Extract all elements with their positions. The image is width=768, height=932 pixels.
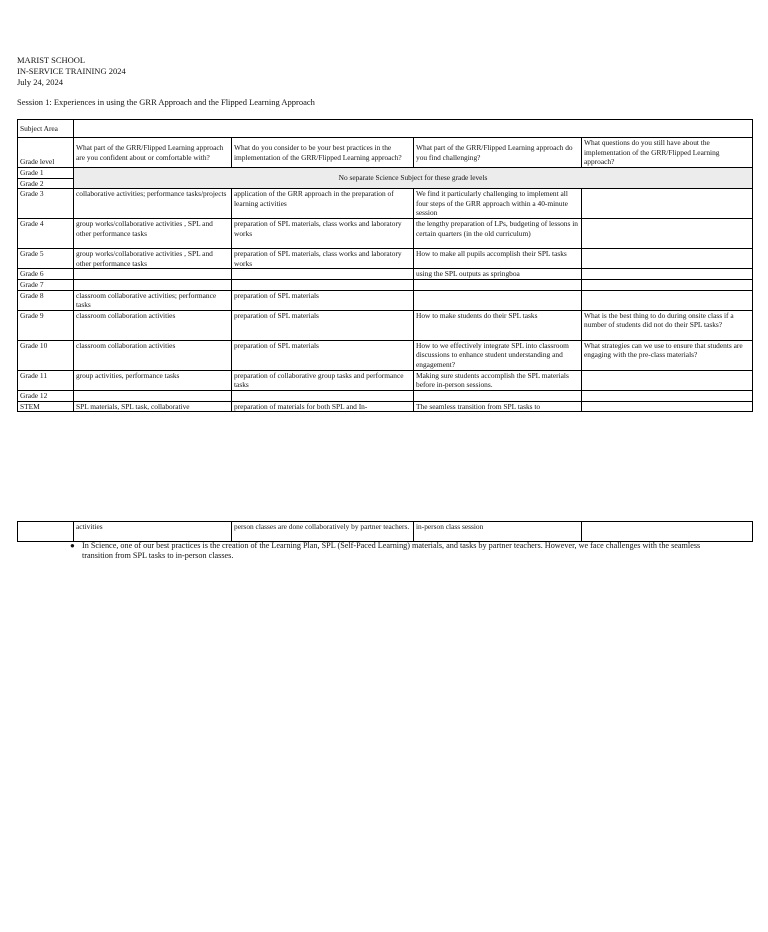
- table-row: [18, 370, 753, 390]
- table-cell: [582, 219, 753, 249]
- table-cell: person classes are done collaboratively by partner teachers.: [232, 522, 414, 542]
- table-cell: preparation of materials for both SPL and In-: [232, 401, 414, 412]
- table-cell: classroom collaboration activities: [74, 310, 232, 340]
- summary-bullet: [70, 541, 730, 561]
- table-cell: [232, 279, 414, 290]
- event-name: IN-SERVICE TRAINING 2024: [17, 66, 126, 76]
- table-row: [18, 189, 753, 219]
- grade-cell: Grade 12: [18, 390, 74, 401]
- table-row: [18, 310, 753, 340]
- column-header: What questions do you still have about the implementation of the GRR/Flipped Learning approach?: [582, 138, 753, 168]
- table-cell: [74, 269, 232, 280]
- table-row: [18, 401, 753, 412]
- column-header-row: [18, 138, 753, 168]
- table-cell: [582, 390, 753, 401]
- subject-area-row: [18, 120, 753, 138]
- table-cell: Making sure students accomplish the SPL materials before in-person sessions.: [414, 370, 582, 390]
- table-cell: SPL materials, SPL task, collaborative: [74, 401, 232, 412]
- table-cell: [582, 290, 753, 310]
- table-row: [18, 269, 753, 280]
- grade-cell: Grade 9: [18, 310, 74, 340]
- table-row: [18, 279, 753, 290]
- table-cell: [414, 290, 582, 310]
- document-header: [17, 55, 126, 88]
- table-row: [18, 168, 753, 179]
- merged-note: No separate Science Subject for these grade levels: [74, 168, 753, 189]
- table-cell: group works/collaborative activities , SPL and other performance tasks: [74, 249, 232, 269]
- table-cell: [582, 370, 753, 390]
- table-cell: [582, 189, 753, 219]
- table-row: [18, 249, 753, 269]
- table-cell: collaborative activities; performance tasks/projects: [74, 189, 232, 219]
- grade-cell: Grade 3: [18, 189, 74, 219]
- session-title: Session 1: Experiences in using the GRR Approach and the Flipped Learning Approach: [17, 97, 315, 107]
- table-continuation: [17, 521, 753, 542]
- grade-cell: [18, 522, 74, 542]
- table-row: [18, 522, 753, 542]
- table-cell: The seamless transition from SPL tasks to: [414, 401, 582, 412]
- table-cell: [74, 390, 232, 401]
- table-cell: What strategies can we use to ensure that students are engaging with the pre-class materials?: [582, 340, 753, 370]
- table-cell: [414, 390, 582, 401]
- experiences-table: [17, 119, 753, 412]
- column-header: What part of the GRR/Flipped Learning approach do you find challenging?: [414, 138, 582, 168]
- table-cell: preparation of SPL materials, class works and laboratory works: [232, 219, 414, 249]
- table-cell: How to make all pupils accomplish their SPL tasks: [414, 249, 582, 269]
- table-cell: in-person class session: [414, 522, 582, 542]
- table-cell: group activities, performance tasks: [74, 370, 232, 390]
- table-cell: We find it particularly challenging to implement all four steps of the GRR approach within a 40-minute session: [414, 189, 582, 219]
- table-row: [18, 340, 753, 370]
- table-row: [18, 219, 753, 249]
- column-header: What part of the GRR/Flipped Learning approach are you confident about or comfortable with?: [74, 138, 232, 168]
- table-cell: classroom collaborative activities; performance tasks: [74, 290, 232, 310]
- table-cell: [582, 522, 753, 542]
- grade-cell: Grade 11: [18, 370, 74, 390]
- table-row: [18, 290, 753, 310]
- grade-cell: Grade 7: [18, 279, 74, 290]
- table-cell: preparation of SPL materials, class works and laboratory works: [232, 249, 414, 269]
- table-cell: [414, 279, 582, 290]
- table-cell: [232, 390, 414, 401]
- grade-cell: Grade 1: [18, 168, 74, 179]
- table-cell: [582, 279, 753, 290]
- table-cell: preparation of collaborative group tasks and performance tasks: [232, 370, 414, 390]
- table-cell: preparation of SPL materials: [232, 290, 414, 310]
- table-cell: [232, 269, 414, 280]
- table-cell: preparation of SPL materials: [232, 310, 414, 340]
- bullet-icon: ●: [70, 541, 75, 550]
- table-cell: How to make students do their SPL tasks: [414, 310, 582, 340]
- subject-area-value: [74, 120, 753, 138]
- subject-area-label: Subject Area: [18, 120, 74, 138]
- table-cell: [74, 279, 232, 290]
- table-cell: the lengthy preparation of LPs, budgeting of lessons in certain quarters (in the old curriculum): [414, 219, 582, 249]
- grade-cell: Grade 6: [18, 269, 74, 280]
- table-cell: classroom collaboration activities: [74, 340, 232, 370]
- table-cell: activities: [74, 522, 232, 542]
- table-cell: group works/collaborative activities , SPL and other performance tasks: [74, 219, 232, 249]
- column-header: What do you consider to be your best practices in the implementation of the GRR/Flipped Learning approach?: [232, 138, 414, 168]
- grade-level-label: Grade level: [18, 138, 74, 168]
- grade-cell: Grade 10: [18, 340, 74, 370]
- table-cell: application of the GRR approach in the preparation of learning activities: [232, 189, 414, 219]
- table-cell: preparation of SPL materials: [232, 340, 414, 370]
- table-cell: How to we effectively integrate SPL into classroom discussions to enhance student understanding and engagement?: [414, 340, 582, 370]
- grade-cell: Grade 2: [18, 178, 74, 189]
- event-date: July 24, 2024: [17, 77, 64, 87]
- table-cell: [582, 401, 753, 412]
- table-row: [18, 390, 753, 401]
- table-cell: using the SPL outputs as springboa: [414, 269, 582, 280]
- grade-cell: STEM: [18, 401, 74, 412]
- grade-cell: Grade 8: [18, 290, 74, 310]
- table-cell: [582, 269, 753, 280]
- grade-cell: Grade 4: [18, 219, 74, 249]
- grade-cell: Grade 5: [18, 249, 74, 269]
- bullet-text: In Science, one of our best practices is the creation of the Learning Plan, SPL (Self-Paced Learning) materials, and tasks by partner teachers. However, we face challenges with the seamless transition from SPL tasks to in-person classes.: [82, 541, 701, 560]
- school-name: MARIST SCHOOL: [17, 55, 86, 65]
- table-cell: What is the best thing to do during onsite class if a number of students did not do their SPL tasks?: [582, 310, 753, 340]
- table-cell: [582, 249, 753, 269]
